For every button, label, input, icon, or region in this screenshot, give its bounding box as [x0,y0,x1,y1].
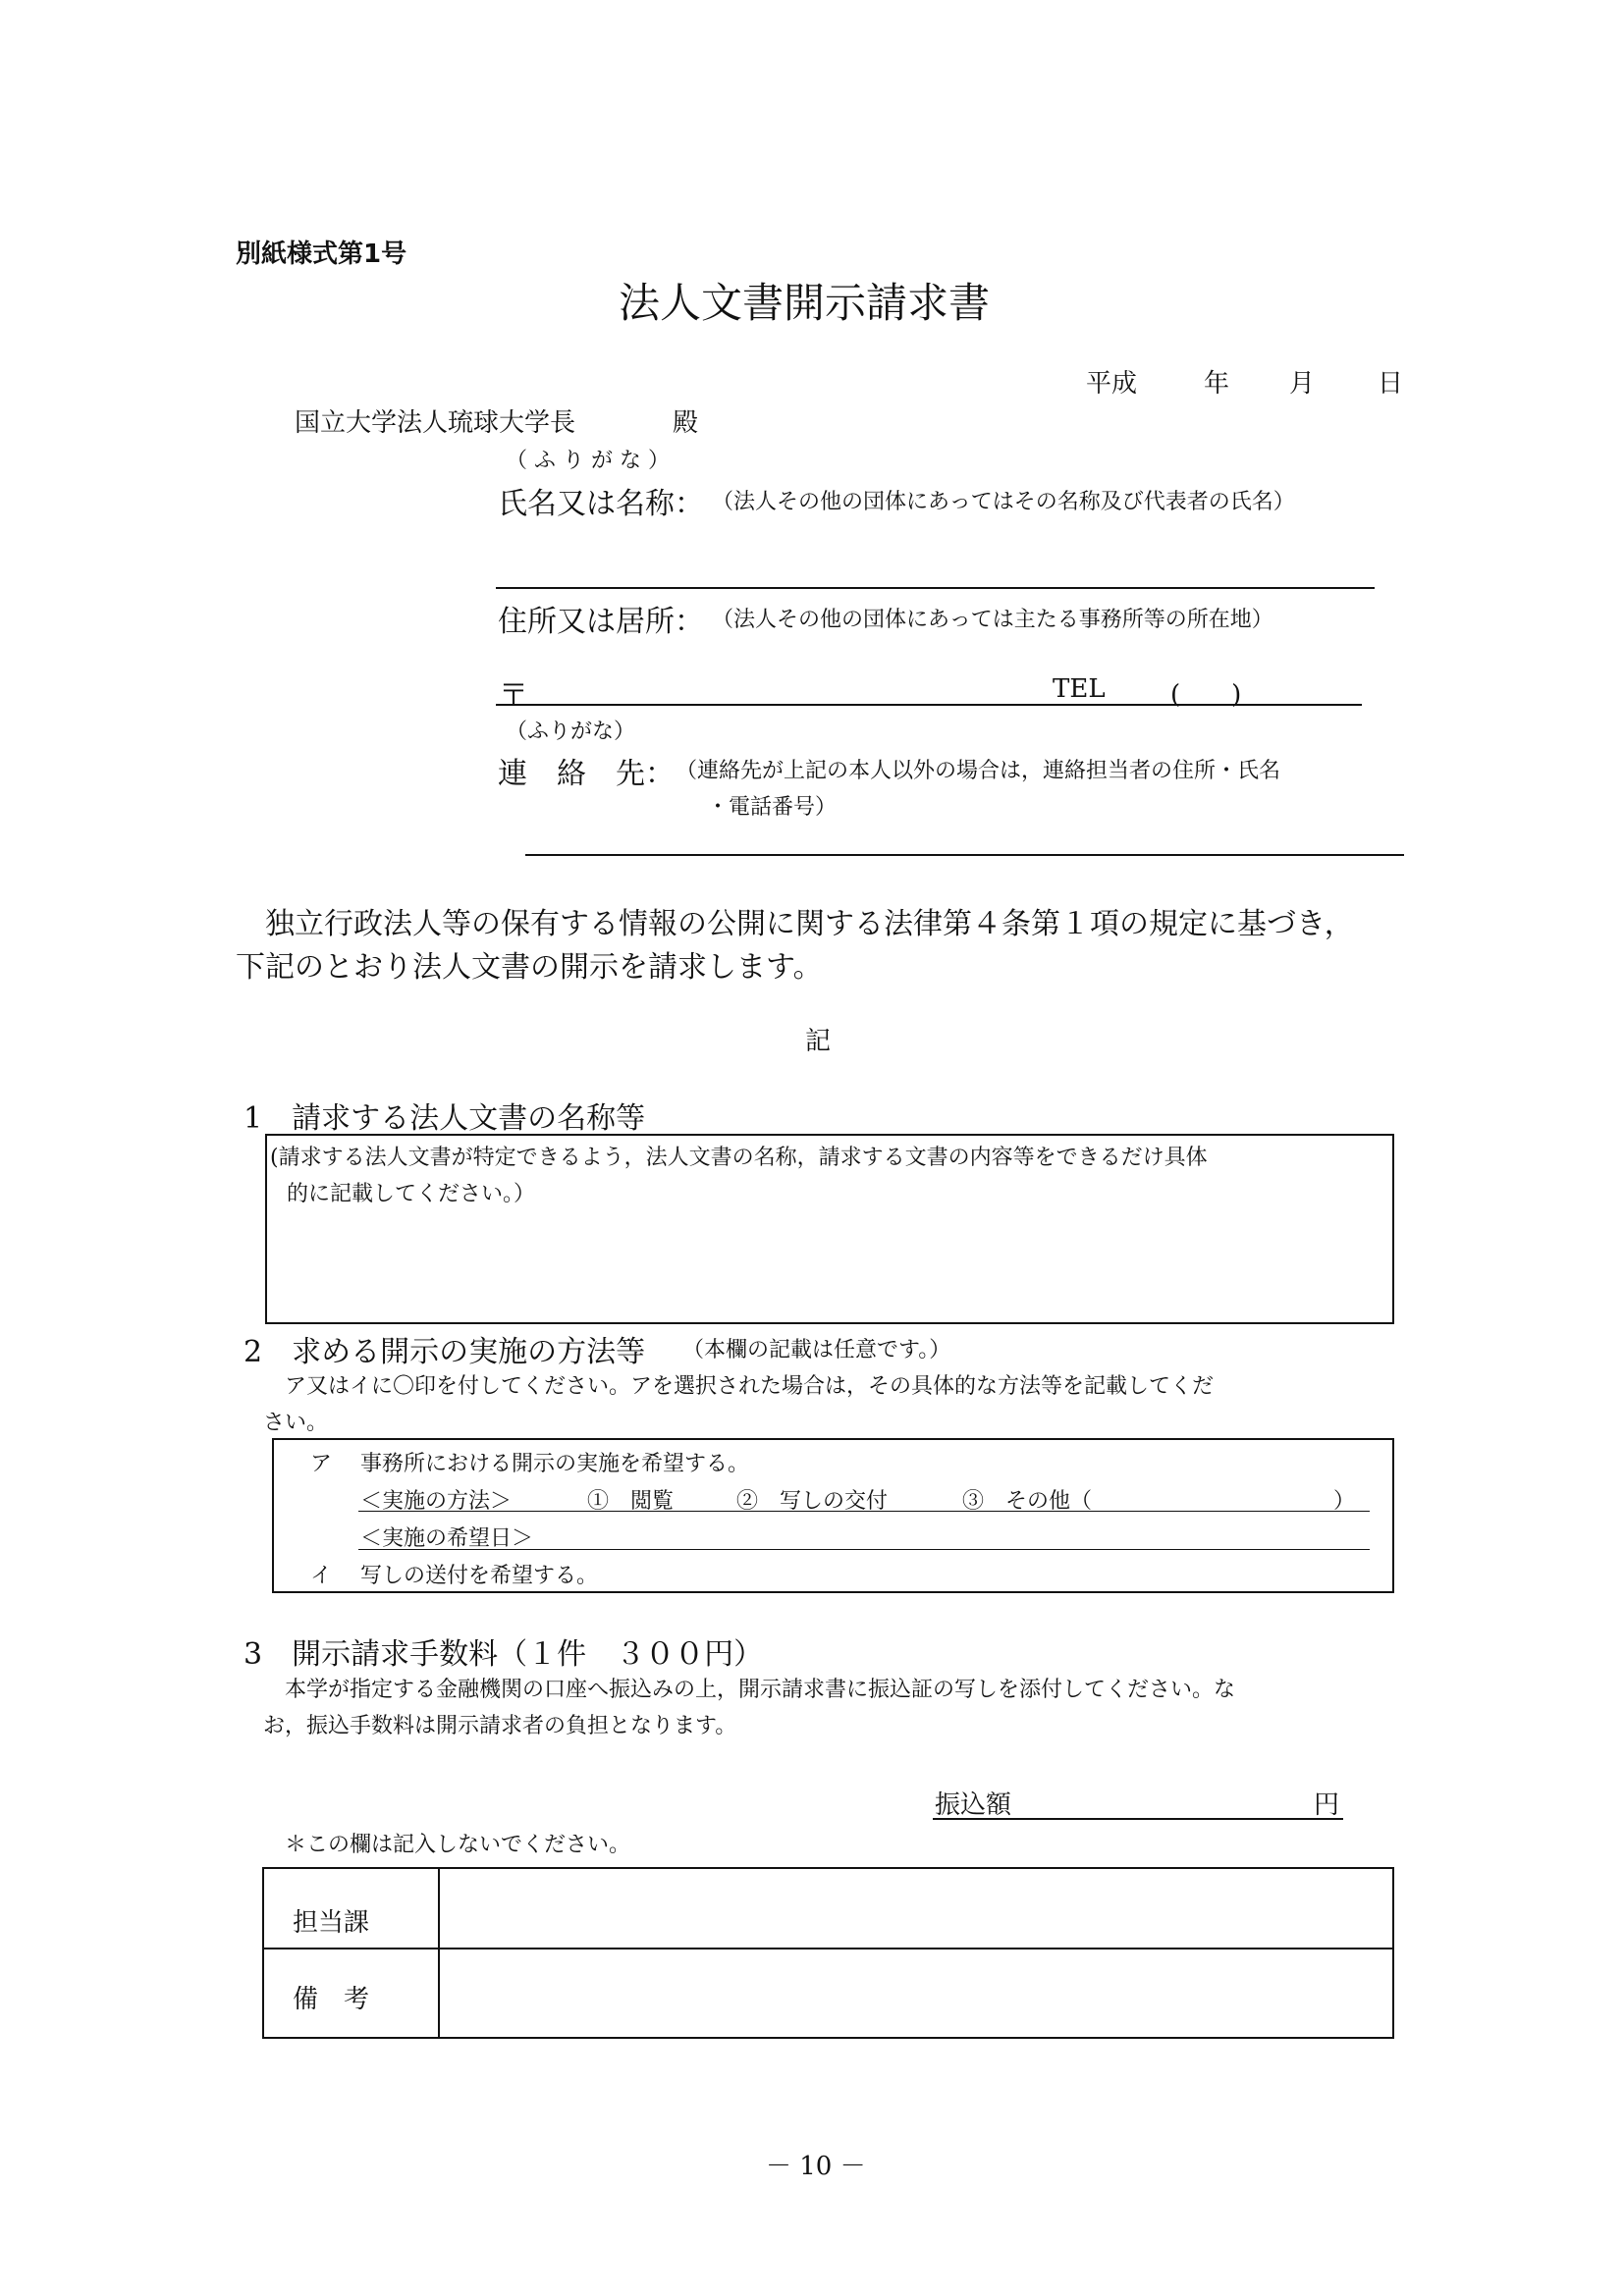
postal-mark: 〒 [499,678,528,713]
method-2: ② 写しの交付 [736,1489,889,1514]
name-note: （法人その他の団体にあってはその名称及び代表者の氏名） [712,490,1295,514]
transfer-underline [933,1818,1343,1820]
name-label: 氏名又は名称： [498,487,704,521]
addressee: 国立大学法人琉球大学長 [295,408,576,438]
contact-line [525,854,1404,856]
section2-optional-note: （本欄の記載は任意です。） [682,1338,951,1362]
ki-heading: 記 [805,1027,832,1056]
section2-instruction-1: ア又はイに〇印を付してください。アを選択された場合は，その具体的な方法等を記載してくだ [285,1374,1215,1399]
name-furigana: （ ふ り が な ） [506,449,670,473]
date-era: 平成 [1086,369,1138,399]
office-table-row-divider [262,1948,1394,1949]
office-row-tantouka: 担当課 [293,1908,370,1938]
section2-instruction-2: さい。 [263,1411,329,1435]
address-note: （法人その他の団体にあっては主たる事務所等の所在地） [712,608,1273,632]
office-row-bikou: 備 考 [293,1985,370,2014]
section1-heading: 1 請求する法人文書の名称等 [244,1101,646,1136]
method-3: ③ その他（ [962,1489,1093,1514]
transfer-unit: 円 [1314,1790,1340,1820]
section1-note-1: (請求する法人文書が特定できるよう，法人文書の名称，請求する文書の内容等をできるだけ具体 [270,1146,1208,1170]
section2-heading: 2 求める開示の実施の方法等 [244,1335,646,1369]
method-label: ＜実施の方法＞ [360,1489,513,1514]
address-line [496,704,1362,706]
contact-label: 連 絡 先： [498,757,675,791]
date-year: 年 [1204,369,1230,399]
method-underline [358,1511,1370,1512]
option-a-mark: ア [310,1452,333,1476]
method-1: ① 閲覧 [587,1489,675,1514]
intro-line-2: 下記のとおり法人文書の開示を請求します。 [236,950,823,985]
section1-note-2: 的に記載してください。） [287,1182,536,1206]
section3-note-1: 本学が指定する金融機関の口座へ振込みの上，開示請求書に振込証の写しを添付してください。な [285,1678,1236,1702]
section3-heading: 3 開示請求手数料（１件 ３００円） [244,1637,764,1672]
name-line [496,587,1375,589]
page-title: 法人文書開示請求書 [619,279,991,327]
page-number: － 10 － [766,2152,866,2181]
office-note: ＊この欄は記入しないでください。 [285,1833,631,1857]
date-underline [358,1549,1370,1550]
date-month: 月 [1289,369,1316,399]
transfer-label: 振込額 [935,1790,1012,1820]
option-i-mark: イ [310,1564,333,1588]
contact-note-1: （連絡先が上記の本人以外の場合は，連絡担当者の住所・氏名 [676,759,1281,783]
option-a-text: 事務所における開示の実施を希望する。 [360,1452,750,1476]
office-table-col-divider [438,1867,440,2039]
tel-label: TEL [1053,674,1106,704]
contact-furigana: （ふりがな） [506,720,636,744]
form-number: 別紙様式第1号 [236,240,407,269]
method-close: ） [1333,1489,1356,1514]
intro-line-1: 独立行政法人等の保有する情報の公開に関する法律第４条第１項の規定に基づき， [265,907,1354,941]
option-i-text: 写しの送付を希望する。 [360,1564,599,1588]
honorific: 殿 [673,408,699,438]
date-day: 日 [1378,369,1404,399]
contact-note-2: ・電話番号） [707,795,838,820]
office-table [262,1867,1394,2039]
date-label: ＜実施の希望日＞ [360,1526,534,1551]
address-label: 住所又は居所： [498,605,704,639]
section3-note-2: お，振込手数料は開示請求者の負担となります。 [263,1714,737,1738]
tel-parens: ( ) [1170,680,1242,710]
